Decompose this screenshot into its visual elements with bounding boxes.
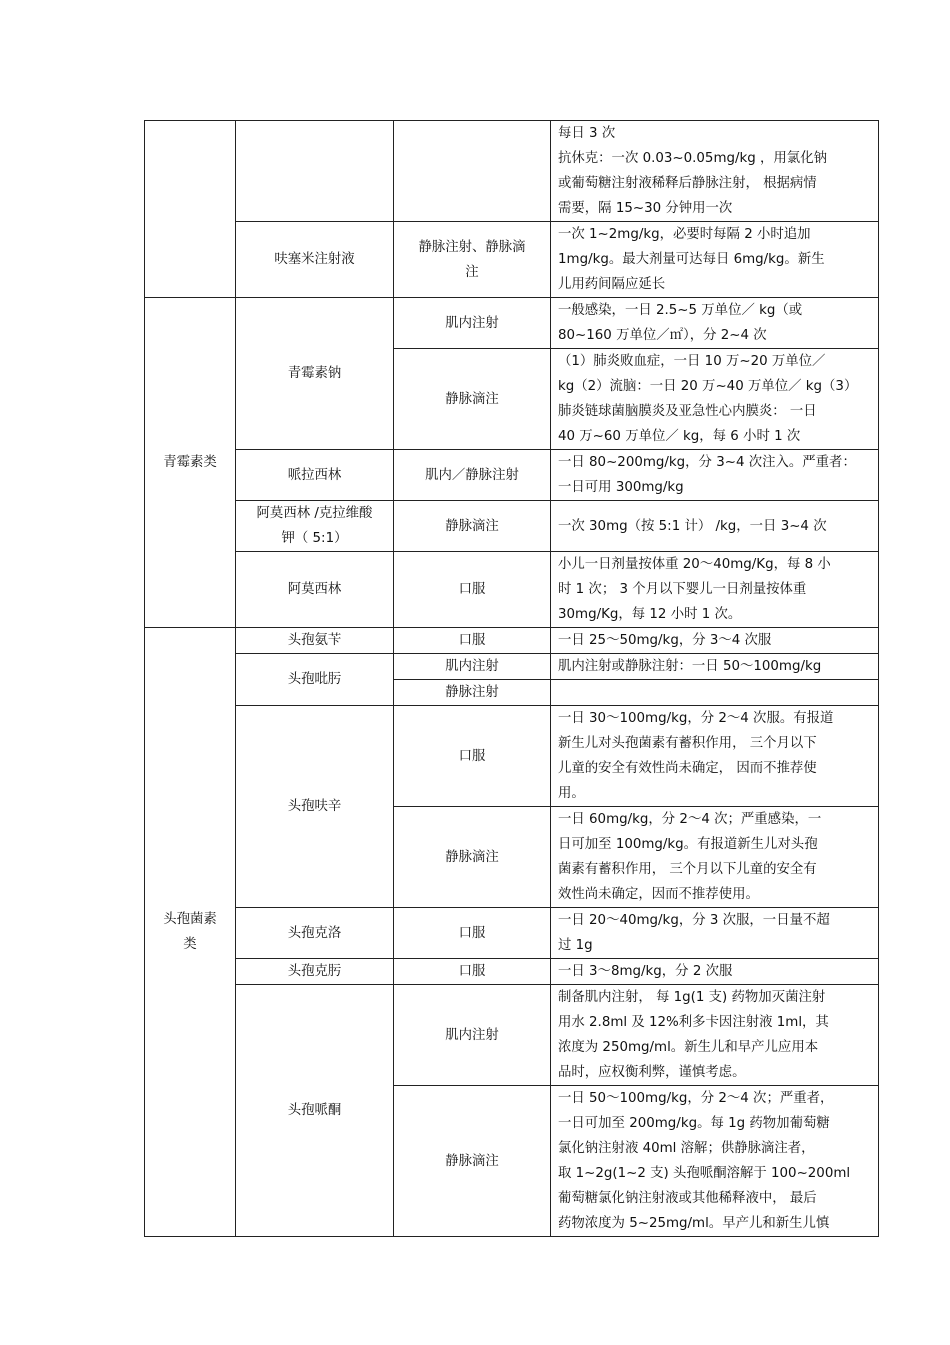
dosage-line: 制备肌内注射， 每 1g(1 支) 药物加灭菌注射 [558,990,826,1005]
route-cell: 口服 [394,908,551,959]
dosage-cell [551,501,879,552]
drug-name-cell: 头孢氨苄 [236,628,394,654]
dosage-line: 儿用药间隔应延长 [558,277,666,292]
dosage-cell [551,628,879,654]
dosage-line: 1mg/kg。最大剂量可达每日 6mg/kg。新生 [558,252,825,267]
drug-name-line: 钾（ 5:1） [281,531,348,546]
drug-name-cell: 头孢呋辛 [236,706,394,908]
dosage-line: 一次 30mg（按 5:1 计） /kg，一日 3~4 次 [558,518,827,534]
route-cell: 肌内注射 [394,654,551,680]
dosage-line: 葡萄糖氯化钠注射液或其他稀释液中， 最后 [558,1191,817,1206]
drug-name-cell: 哌拉西林 [236,450,394,501]
dosage-line: 小儿一日剂量按体重 20～40mg/Kg，每 8 小 [558,557,831,572]
dosage-cell [551,1086,879,1237]
dosage-line: kg（2）流脑：一日 20 万~40 万单位／ kg（3） [558,379,858,394]
dosage-table [144,120,879,1237]
dosage-line: 氯化钠注射液 40ml 溶解；供静脉滴注者， [558,1141,815,1156]
route-cell: 静脉滴注 [394,1086,551,1237]
dosage-line: 过 1g [558,938,593,953]
route-cell: 肌内注射 [394,298,551,349]
route-line: 注 [465,264,479,280]
dosage-line: 浓度为 250mg/ml。新生儿和早产儿应用本 [558,1040,819,1055]
route-cell [394,121,551,222]
category-cell [145,628,236,1237]
dosage-cell [551,680,879,706]
route-cell: 口服 [394,628,551,654]
dosage-line: 一日可加至 200mg/kg。每 1g 药物加葡萄糖 [558,1116,830,1131]
dosage-line: 菌素有蓄积作用， 三个月以下儿童的安全有 [558,862,817,877]
table-row [145,706,879,807]
dosage-line: 一日 30～100mg/kg，分 2～4 次服。有报道 [558,711,834,726]
dosage-line: 药物浓度为 5~25mg/ml。早产儿和新生儿慎 [558,1216,830,1231]
dosage-line: 每日 3 次 [558,126,616,141]
table-row [145,959,879,985]
drug-name-cell: 青霉素钠 [236,298,394,450]
category-line: 类 [183,937,197,952]
dosage-line: 一日 25～50mg/kg，分 3～4 次服 [558,633,772,648]
dosage-line: 一日可用 300mg/kg [558,480,684,495]
dosage-cell [551,807,879,908]
dosage-cell [551,908,879,959]
drug-name-cell: 头孢克洛 [236,908,394,959]
table-row [145,121,879,222]
dosage-line: 一日 50～100mg/kg，分 2～4 次；严重者， [558,1091,834,1106]
dosage-cell [551,706,879,807]
table-row [145,628,879,654]
route-cell: 静脉滴注 [394,349,551,450]
drug-name-line: 阿莫西林 /克拉维酸 [256,506,373,521]
route-cell [394,222,551,298]
route-cell: 静脉滴注 [394,501,551,552]
dosage-line: 一般感染，一日 2.5~5 万单位／ kg（或 [558,303,803,318]
dosage-cell [551,552,879,628]
dosage-line: 肺炎链球菌脑膜炎及亚急性心内膜炎： 一日 [558,404,817,419]
drug-name-cell: 头孢克肟 [236,959,394,985]
dosage-cell [551,450,879,501]
dosage-line: 肌内注射或静脉注射：一日 50～100mg/kg [558,659,822,674]
table-row [145,985,879,1086]
route-cell: 静脉滴注 [394,807,551,908]
dosage-line: 用水 2.8ml 及 12%利多卡因注射液 1ml，其 [558,1015,829,1030]
dosage-line: 日可加至 100mg/kg。有报道新生儿对头孢 [558,837,818,852]
dosage-line: 80~160 万单位／㎡），分 2~4 次 [558,328,767,343]
dosage-cell [551,959,879,985]
drug-name-cell: 头孢吡肟 [236,654,394,706]
table-row [145,552,879,628]
route-cell: 肌内注射 [394,985,551,1086]
dosage-line: 品时，应权衡利弊，谨慎考虑。 [558,1065,746,1080]
dosage-line: 一日 3～8mg/kg，分 2 次服 [558,964,733,979]
table-row [145,908,879,959]
category-cell [145,121,236,298]
dosage-line: 儿童的安全有效性尚未确定， 因而不推荐使 [558,761,817,776]
dosage-cell [551,121,879,222]
dosage-line: 30mg/Kg，每 12 小时 1 次。 [558,607,742,622]
dosage-line: 需要，隔 15~30 分钟用一次 [558,201,733,216]
table-row [145,450,879,501]
drug-name-cell [236,501,394,552]
dosage-line: 时 1 次； 3 个月以下婴儿一日剂量按体重 [558,582,807,597]
dosage-line: 抗休克：一次 0.03~0.05mg/kg ，用氯化钠 [558,151,827,166]
dosage-cell [551,222,879,298]
category-cell: 青霉素类 [145,298,236,628]
drug-name-cell: 呋塞米注射液 [236,222,394,298]
dosage-cell [551,985,879,1086]
dosage-line: 新生儿对头孢菌素有蓄积作用， 三个月以下 [558,736,817,751]
route-cell: 口服 [394,706,551,807]
dosage-cell [551,349,879,450]
route-line: 静脉注射、静脉滴 [418,239,526,255]
route-cell: 口服 [394,959,551,985]
dosage-line: 取 1~2g(1~2 支) 头孢哌酮溶解于 100~200ml [558,1166,851,1181]
dosage-line: 40 万~60 万单位／ kg，每 6 小时 1 次 [558,429,801,444]
dosage-line: 一日 60mg/kg，分 2～4 次；严重感染，一 [558,812,822,827]
dosage-line: 一次 1~2mg/kg，必要时每隔 2 小时追加 [558,227,811,242]
dosage-cell [551,654,879,680]
dosage-line: 用。 [558,786,585,801]
drug-name-cell: 头孢哌酮 [236,985,394,1237]
drug-name-cell: 阿莫西林 [236,552,394,628]
table-row [145,298,879,349]
table-row [145,501,879,552]
route-cell: 口服 [394,552,551,628]
dosage-line: 一日 80~200mg/kg，分 3~4 次注入。严重者： [558,455,856,470]
route-cell: 肌内／静脉注射 [394,450,551,501]
dosage-line: 效性尚未确定，因而不推荐使用。 [558,887,759,902]
table-row [145,654,879,680]
dosage-line: 或葡萄糖注射液稀释后静脉注射， 根据病情 [558,176,817,191]
dosage-line: 一日 20～40mg/kg，分 3 次服，一日量不超 [558,913,830,928]
dosage-cell [551,298,879,349]
route-cell: 静脉注射 [394,680,551,706]
table-row [145,222,879,298]
category-line: 头孢菌素 [163,912,217,927]
drug-name-cell [236,121,394,222]
dosage-line: （1）肺炎败血症，一日 10 万~20 万单位／ [558,354,826,369]
